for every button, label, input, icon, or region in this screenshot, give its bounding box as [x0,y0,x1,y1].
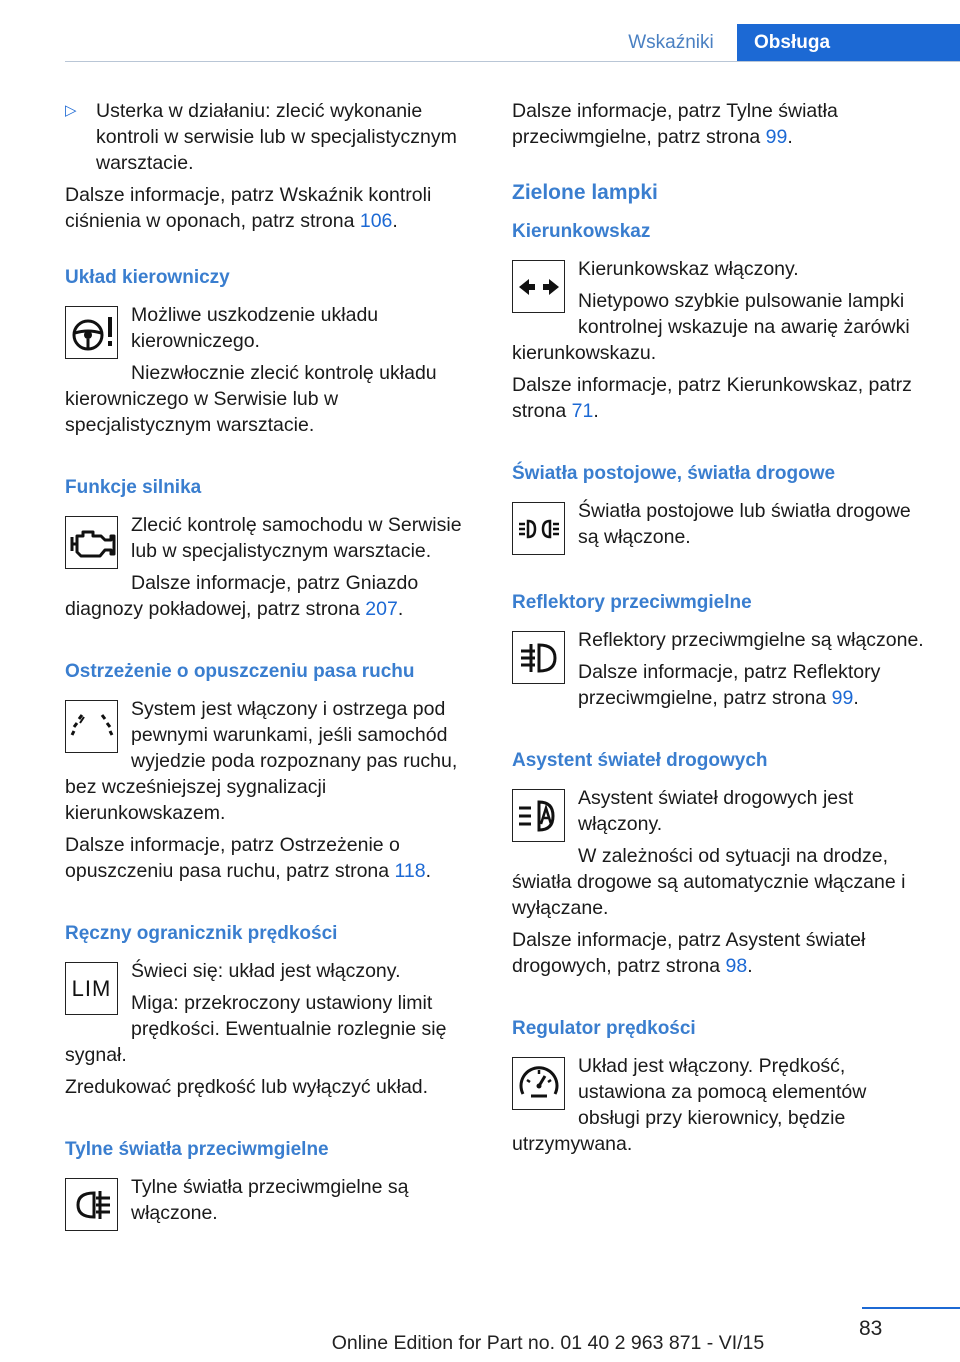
front-fog-page-link[interactable]: 99 [831,687,854,709]
section-steering [65,266,477,444]
section-front-fog [512,591,924,717]
engine-page-link[interactable]: 207 [365,598,398,620]
turn-p3: Dalsze informacje, patrz Kierunkowskaz, patrz strona 71. [512,374,912,422]
triangle-bullet-icon: ▷ [65,102,77,119]
cruise-p1: Układ jest włączony. Prędkość, ustawiona za pomocą elementów obsługi przy kierownicy, będzie utrzymywana. [512,1055,867,1155]
rear-fog-light-icon [65,1178,118,1231]
steering-p1: Możliwe uszkodzenie układu kierowniczego. [131,304,379,352]
high-beam-assistant-icon [512,789,565,842]
front-fog-p2: Dalsze informacje, patrz Reflektory przeciwmgielne, patrz strona 99. [578,661,881,709]
turn-signal-icon [512,260,565,313]
section-engine [65,476,477,628]
tab-wskazniki[interactable]: Wskaźniki [628,32,714,53]
turn-p1: Kierunkowskaz włączony. [578,258,799,280]
bullet-item [65,98,477,176]
tire-page-link[interactable]: 106 [359,210,393,232]
right-column [512,98,924,1163]
tire-info: Dalsze informacje, patrz Wskaźnik kontroli ciśnienia w oponach, patrz strona 106. [65,184,432,232]
turn-heading: Kierunkowskaz [512,221,651,242]
limiter-heading: Ręczny ogranicznik prędkości [65,923,338,944]
lane-page-link[interactable]: 118 [394,860,426,882]
high-beam-p1: Asystent świateł drogowych jest włączony. [578,787,854,835]
high-beam-p3: Dalsze informacje, patrz Asystent świateł drogowych, patrz strona 98. [512,929,866,977]
section-high-beam [512,749,924,985]
front-fog-p1: Reflektory przeciwmgielne są włączone. [578,629,924,651]
lim-icon [65,962,118,1015]
parking-heading: Światła postojowe, światła drogowe [512,463,836,484]
steering-heading: Układ kierowniczy [65,267,230,288]
rear-fog-p1: Tylne światła przeciwmgielne są włączone. [131,1176,409,1224]
cruise-heading: Regulator prędkości [512,1018,696,1039]
section-rear-fog [65,1138,477,1235]
lane-p2: Dalsze informacje, patrz Ostrzeżenie o opuszczeniu pasa ruchu, patrz strona 118. [65,834,432,882]
parking-p1: Światła postojowe lub światła drogowe są włączone. [578,500,911,548]
bullet-text: Usterka w działaniu: zlecić wykonanie kontroli w serwisie lub w specjalistycznym warsztacie. [96,100,457,174]
turn-page-link[interactable]: 71 [571,400,594,422]
steering-warning-icon [65,306,118,359]
rear-fog-page-link[interactable]: 99 [765,126,788,148]
high-beam-page-link[interactable]: 98 [725,955,748,977]
tab-obsluga[interactable]: Obsługa [737,24,960,62]
left-column [65,98,477,1235]
limiter-p2: Miga: przekroczony ustawiony limit prędkości. Ewentualnie rozlegnie się sygnał. [65,992,447,1066]
steering-p2: Niezwłocznie zlecić kontrolę układu kierowniczego w Serwisie lub w specjalistycznym warsztacie. [65,362,437,436]
cruise-control-icon [512,1057,565,1110]
parking-lights-icon [512,502,565,555]
limiter-p3: Zredukować prędkość lub wyłączyć układ. [65,1076,429,1098]
section-parking [512,462,924,559]
green-lamps-heading: Zielone lampki [512,181,658,204]
front-fog-light-icon [512,631,565,684]
section-lane [65,660,477,890]
rear-fog-heading: Tylne światła przeciwmgielne [65,1139,329,1160]
header-divider [65,61,960,62]
turn-p2: Nietypowo szybkie pulsowanie lampki kontrolnej wskazuje na awarię żarówki kierunkowskazu. [512,290,910,364]
section-limiter [65,922,477,1106]
section-turn [512,220,924,430]
front-fog-heading: Reflektory przeciwmgielne [512,592,752,613]
lim-icon-label: LIM [71,975,112,1001]
engine-heading: Funkcje silnika [65,477,202,498]
edition-footer: Online Edition for Part no. 01 40 2 963 871 - VI/15 [331,1332,765,1354]
high-beam-heading: Asystent świateł drogowych [512,750,768,771]
limiter-p1: Świeci się: układ jest włączony. [131,960,401,982]
lane-p1: System jest włączony i ostrzega pod pewnymi warunkami, jeśli samochód wyjedzie poda rozpoznany pas ruchu, bez wcześniejszej sygnalizacji kierunkowskazem. [65,698,458,824]
lane-heading: Ostrzeżenie o opuszczeniu pasa ruchu [65,661,415,682]
section-cruise [512,1017,924,1163]
engine-p1: Zlecić kontrolę samochodu w Serwisie lub w specjalistycznym warsztacie. [131,514,462,562]
rear-fog-info: Dalsze informacje, patrz Tylne światła przeciwmgielne, patrz strona 99. [512,100,838,148]
lane-departure-icon [65,700,118,753]
page-number-rule [862,1307,960,1309]
engine-icon [65,516,118,569]
page-number: 83 [859,1317,883,1340]
high-beam-p2: W zależności od sytuacji na drodze, światła drogowe są automatycznie włączane i wyłączane. [512,845,906,919]
engine-p2: Dalsze informacje, patrz Gniazdo diagnozy pokładowej, patrz strona 207. [65,572,419,620]
